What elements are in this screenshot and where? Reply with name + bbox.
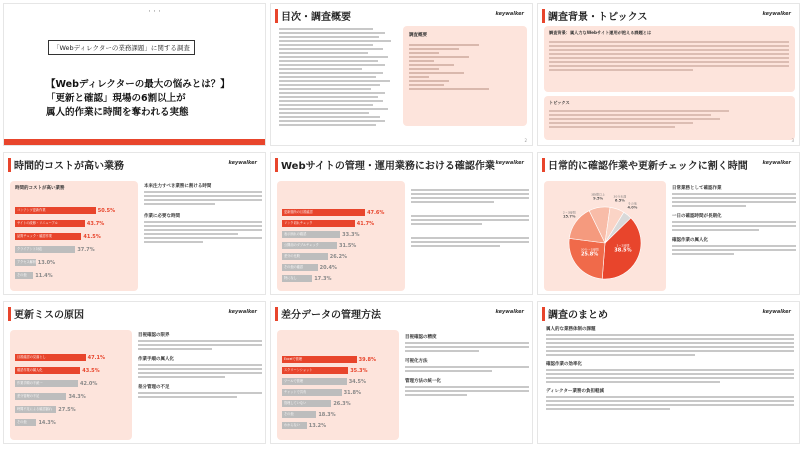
bar-value: 33.3% xyxy=(342,231,360,238)
mistake-chart-box xyxy=(10,330,132,440)
pie-label: 2〜3時間 xyxy=(562,210,576,215)
page-number: 3 xyxy=(791,138,794,143)
slide-management[interactable] xyxy=(270,152,533,295)
title-accent xyxy=(8,307,11,321)
bar-value: 37.7% xyxy=(77,246,95,253)
heading-r2: 作業に必要な時間 xyxy=(144,214,180,219)
cover-headline-3: 属人的作業に時間を奪われる実態 xyxy=(46,107,189,118)
daily-text xyxy=(672,185,796,257)
bar-value: 13.0% xyxy=(37,259,56,266)
bar-value: 47.6% xyxy=(367,209,385,216)
brand-logo: keywalker xyxy=(762,160,791,166)
pie-label: その他 xyxy=(627,201,637,206)
title-accent xyxy=(542,307,545,321)
diff-text xyxy=(405,334,529,398)
daily-heading-1: 日常業務として確認作業 xyxy=(672,186,722,191)
bar-label: 管理していない xyxy=(284,401,307,405)
pie-value: 4.0% xyxy=(627,205,638,210)
daily-chart-box xyxy=(544,181,666,291)
pie-slices xyxy=(563,192,641,279)
mistake-text xyxy=(138,332,262,400)
bar-label: 差分管理の不足 xyxy=(17,394,40,398)
bar-label: 更新箇所の目視確認 xyxy=(284,210,313,214)
mgmt-chart-box xyxy=(277,181,405,291)
cost-bars xyxy=(15,181,133,291)
title-accent xyxy=(8,158,11,172)
topics-heading: トピックス xyxy=(549,100,570,105)
slide-title: 目次・調査概要 xyxy=(281,12,351,23)
bar-value: 31.8% xyxy=(343,389,361,396)
cover-headline-2: 「更新と確認」現場の6割以上が xyxy=(46,93,186,104)
daily-heading-3: 確認作業の属人化 xyxy=(672,238,708,243)
diff-heading-3: 管理方法の統一化 xyxy=(405,379,441,384)
summary-heading-2: 確認作業の効率化 xyxy=(546,362,582,367)
slide-background[interactable] xyxy=(537,3,800,146)
slide-cover[interactable] xyxy=(3,3,266,146)
brand-logo: keywalker xyxy=(228,309,257,315)
cover-accent-strip xyxy=(4,139,266,145)
slide-title: 調査のまとめ xyxy=(548,310,608,321)
bar-value: 50.5% xyxy=(97,207,116,214)
pie-label: 3時間以上 xyxy=(591,192,606,197)
bar-value: 43.5% xyxy=(82,367,100,374)
bar-value: 20.4% xyxy=(319,264,337,271)
bar-label: リンク切れチェック xyxy=(284,221,313,225)
pie-value: 9.5% xyxy=(593,196,604,201)
bar-label: サイトの改修・リニューアル xyxy=(17,221,58,225)
background-box xyxy=(544,26,795,92)
bar-value: 26.3% xyxy=(333,400,351,407)
slide-title: 調査背景・トピックス xyxy=(548,12,648,23)
daily-pie xyxy=(544,181,666,291)
slide-diff[interactable] xyxy=(270,301,533,444)
bar-label: 表示崩れの確認 xyxy=(284,232,307,236)
bar-value: 41.7% xyxy=(356,220,375,227)
bar-label: わからない xyxy=(284,423,300,427)
brand-logo: keywalker xyxy=(762,309,791,315)
bar-value: 11.4% xyxy=(35,272,53,279)
bar-label: 時間不足による確認漏れ xyxy=(17,407,53,411)
bar-label: その他 xyxy=(17,273,27,277)
bar-label: スクリーンショット xyxy=(284,368,313,372)
mistake-heading-3: 差分管理の不足 xyxy=(138,385,170,390)
pie-label: 30分〜1時間 xyxy=(580,247,599,252)
pie-label: 1〜2時間 xyxy=(616,243,630,248)
bar-label: 公開前のダブルチェック xyxy=(284,243,319,247)
bar-value: 17.3% xyxy=(314,275,332,282)
summary-heading-1: 属人的な業務体制の課題 xyxy=(546,327,596,332)
bar-value: 35.3% xyxy=(350,367,368,374)
bar-label: 確認作業の属人化 xyxy=(17,368,43,372)
pie-label: 30分未満 xyxy=(613,194,627,199)
daily-heading-2: 一日の確認時間が長期化 xyxy=(672,214,722,219)
bar-value: 47.1% xyxy=(87,354,105,361)
bar-label: 作業手順の不統一 xyxy=(17,381,43,385)
bar-label: その他の確認 xyxy=(284,265,304,269)
bar-label: 差分の比較 xyxy=(284,254,300,258)
bar-value: 31.5% xyxy=(338,242,357,249)
bar-value: 41.5% xyxy=(83,233,101,240)
slide-summary[interactable] xyxy=(537,301,800,444)
diff-chart-box xyxy=(277,330,399,440)
title-accent xyxy=(275,307,278,321)
bar-value: 14.3% xyxy=(38,419,56,426)
brand-logo: keywalker xyxy=(495,11,524,17)
pie-value: 6.5% xyxy=(614,198,625,203)
page-number: 2 xyxy=(524,138,527,143)
mgmt-bars xyxy=(282,181,400,291)
bar-label: その他 xyxy=(284,412,294,416)
bar-label: アクセス解析 xyxy=(17,260,37,264)
topics-box xyxy=(544,96,795,140)
overview-box xyxy=(403,26,527,126)
bar-label: 特になし xyxy=(284,276,297,280)
bar-value: 27.5% xyxy=(58,406,76,413)
summary-text xyxy=(546,326,794,412)
slide-mistake[interactable] xyxy=(3,301,266,444)
slide-daily[interactable] xyxy=(537,152,800,295)
diff-heading-2: 可視化方法 xyxy=(405,359,428,364)
bar-label: その他 xyxy=(17,420,27,424)
mgmt-text xyxy=(411,187,529,249)
bar-label: クライアント対応 xyxy=(17,247,43,251)
bar-value: 34.3% xyxy=(68,393,86,400)
bar-label: コンテンツ更新作業 xyxy=(17,208,46,212)
brand-logo: keywalker xyxy=(228,160,257,166)
bar-value: 42.0% xyxy=(80,380,98,387)
mistake-heading-2: 作業手順の属人化 xyxy=(138,357,174,362)
slide-cost[interactable] xyxy=(3,152,266,295)
slide-title: 更新ミスの原因 xyxy=(14,310,84,321)
bar-label: 品質チェック・確認作業 xyxy=(17,234,52,238)
slide-title: 時間的コストが高い業務 xyxy=(14,161,124,172)
title-accent xyxy=(275,158,278,172)
summary-heading-3: ディレクター業務の負担軽減 xyxy=(546,389,604,394)
overview-heading: 調査概要 xyxy=(409,33,427,38)
bar-label: Excelで管理 xyxy=(284,357,303,361)
brand-logo: keywalker xyxy=(495,309,524,315)
brand-logo: keywalker xyxy=(495,160,524,166)
mistake-heading-1: 目視確認の限界 xyxy=(138,333,170,338)
slide-title: 差分データの管理方法 xyxy=(281,310,381,321)
background-heading: 調査背景：属人力なWebサイト運用が抱える課題とは xyxy=(549,30,652,35)
title-accent xyxy=(275,9,278,23)
cover-headline-1: 【Webディレクターの最大の悩みとは？】 xyxy=(46,79,230,90)
bar-value: 34.5% xyxy=(348,378,367,385)
heading-r1: 本来注力すべき業務に割ける時間 xyxy=(144,184,212,189)
bar-label: 目視確認の見落とし xyxy=(17,355,46,359)
slide-toc[interactable] xyxy=(270,3,533,146)
mistake-bars xyxy=(15,330,127,440)
bar-value: 18.3% xyxy=(318,411,336,418)
bar-value: 26.2% xyxy=(329,253,348,260)
chart-heading: 時間的コストが高い業務 xyxy=(15,186,65,191)
bar-value: 39.8% xyxy=(358,356,376,363)
bar-value: 43.7% xyxy=(86,220,105,227)
diff-bars xyxy=(282,330,394,440)
slide-title: 日常的に確認作業や更新チェックに割く時間 xyxy=(548,161,748,172)
title-accent xyxy=(542,9,545,23)
toc-list xyxy=(279,26,397,128)
cover-survey-title: 「Webディレクターの業務課題」に関する調査 xyxy=(48,40,195,55)
bar-label: ツールで管理 xyxy=(284,379,304,383)
pie-value: 38.5% xyxy=(614,247,632,254)
brand-logo: keywalker xyxy=(762,11,791,17)
pie-value: 25.8% xyxy=(580,251,599,258)
pie-slice xyxy=(569,238,605,278)
cost-text xyxy=(144,183,262,245)
title-accent xyxy=(542,158,545,172)
cost-chart-box xyxy=(10,181,138,291)
bar-label: チャットで共有 xyxy=(284,390,307,394)
pie-value: 15.7% xyxy=(563,214,576,219)
cover-dots: ・・・ xyxy=(147,9,163,15)
bar-value: 13.2% xyxy=(308,422,327,429)
diff-heading-1: 目視確認の精度 xyxy=(405,335,437,340)
slide-title: Webサイトの管理・運用業務における確認作業 xyxy=(281,161,495,172)
